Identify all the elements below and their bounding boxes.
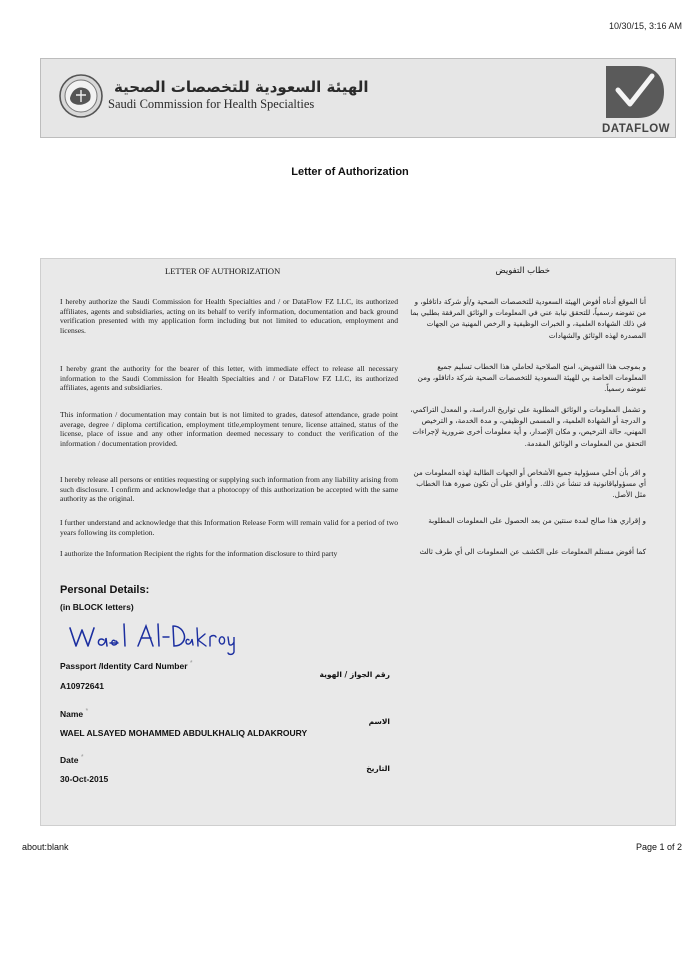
passport-value: A10972641: [60, 681, 104, 691]
passport-label-text: Passport /Identity Card Number: [60, 660, 188, 671]
required-marker: *: [85, 708, 89, 715]
date-value: 30-Oct-2015: [60, 774, 109, 784]
paragraph-ar-1: أنا الموقع أدناه أفوض الهيئة السعودية للتخصصات الصحية و/أو شركة داتافلو، و من تفوضه رسمياً، للتحقق نيابة عني في المعلومات و الوثائق المرفقة بطلبي بما في ذلك الشهادة العلمية، و الخبرات الوظيفية و الرخص المهنية من الجهات المصدرة لهذه الوثائق والشهادات: [410, 297, 646, 340]
org-name-english: Saudi Commission for Health Specialties: [108, 97, 315, 111]
paragraph-en-2: I hereby grant the authority for the bearer of this letter, with immediate effect to release all necessary information to the Saudi Commission for Health Specialties and / or DataFlow FZ LLC, its authorized affiliates, agents and subsidiaries.: [60, 364, 398, 393]
scfhs-emblem-icon: [58, 73, 104, 119]
personal-details-title: Personal Details:: [60, 584, 150, 596]
personal-details-subtitle: (in BLOCK letters): [60, 602, 134, 612]
passport-label-arabic: رقم الجواز / الهوية: [319, 670, 390, 679]
dataflow-wordmark: DATAFLOW: [601, 123, 671, 135]
date-field-label: [60, 754, 84, 765]
paragraph-ar-4: و اقر بأن أخلي مسؤولية جميع الأشخاص أو الجهات الطالبة لهذه المعلومات من أي مسؤولياقانونية قد تنشأ عن ذلك. و أوافق على أن تكون صورة هذا الخطاب مثل الأصل.: [413, 468, 646, 500]
letter-body: [40, 258, 676, 826]
handwritten-signature: [68, 620, 238, 656]
print-timestamp: 10/30/15, 3:16 AM: [608, 21, 682, 31]
name-label-arabic: الاسم: [368, 717, 390, 726]
required-marker: *: [189, 660, 193, 667]
name-value: WAEL ALSAYED MOHAMMED ABDULKHALIQ ALDAKROURY: [60, 728, 308, 738]
paragraph-ar-5: و إقراري هذا صالح لمدة سنتين من بعد الحصول على المعلومات المطلوبة: [428, 516, 646, 525]
paragraph-ar-3: و تشمل المعلومات و الوثائق المطلوبة على تواريخ الدراسة، و المعدل التراكمي، و الدرجة أو الشهادة العلمية، و المسمى الوظيفي، و مدة الخدمة، و الترخيص المهني، حالة الترخيص، و مكان الإصدار، و أية معلومات أخرى ضرورية لإجراءات التحقق من المعلومات و الوثائق المقدمة.: [410, 405, 646, 448]
paragraph-ar-6: كما أفوض مستلم المعلومات على الكشف عن المعلومات الى أي طرف ثالث: [419, 547, 646, 556]
paragraph-en-6: I authorize the Information Recipient the rights for the information disclosure to third party: [60, 549, 338, 558]
name-field-label: [60, 708, 88, 719]
paragraph-en-5: I further understand and acknowledge that this Information Release Form will remain valid for a period of two years following its completion.: [60, 518, 398, 537]
letter-heading-english: LETTER OF AUTHORIZATION: [165, 266, 281, 276]
date-label-arabic: التاريخ: [366, 764, 390, 773]
page-title: Letter of Authorization: [291, 166, 409, 178]
paragraph-en-4: I hereby release all persons or entities requesting or supplying such information from any liability arising from such disclosure. I confirm and acknowledge that a photocopy of this authorization be accepted with the same authority as the original.: [60, 475, 398, 504]
name-label-text: Name: [60, 708, 84, 719]
passport-field-label: [60, 660, 193, 671]
org-name-arabic: الهيئة السعودية للتخصصات الصحية: [114, 78, 369, 96]
letter-heading-arabic: خطاب التفويض: [495, 266, 550, 276]
paragraph-ar-2: و بموجب هذا التفويض، امنح الصلاحية لحاملي هذا الخطاب تسليم جميع المعلومات الخاصة بي للهيئة السعودية للتخصصات الصحية شركة داتافلو، ومن تفوضه رسمياً.: [417, 362, 646, 394]
paragraph-en-3: This information / documentation may contain but is not limited to grades, datesof attendance, grade point average, degree / diploma certification, employment title,employment tenure, license attained, status of the license, place of issue and any other information deemed necessary to conduct the verification of the information / documentation provided.: [60, 410, 398, 448]
paragraph-en-1: I hereby authorize the Saudi Commission for Health Specialties and / or DataFlow FZ LLC, its authorized affiliates, agents and subsidiaries, acting on its behalf to verify information, documentation and back ground verification presented with my application form including but not limited to education, employment and licenses.: [60, 297, 398, 335]
required-marker: *: [80, 754, 84, 761]
footer-url: about:blank: [22, 842, 69, 852]
date-label-text: Date: [60, 754, 79, 765]
page-number: Page 1 of 2: [635, 842, 682, 852]
